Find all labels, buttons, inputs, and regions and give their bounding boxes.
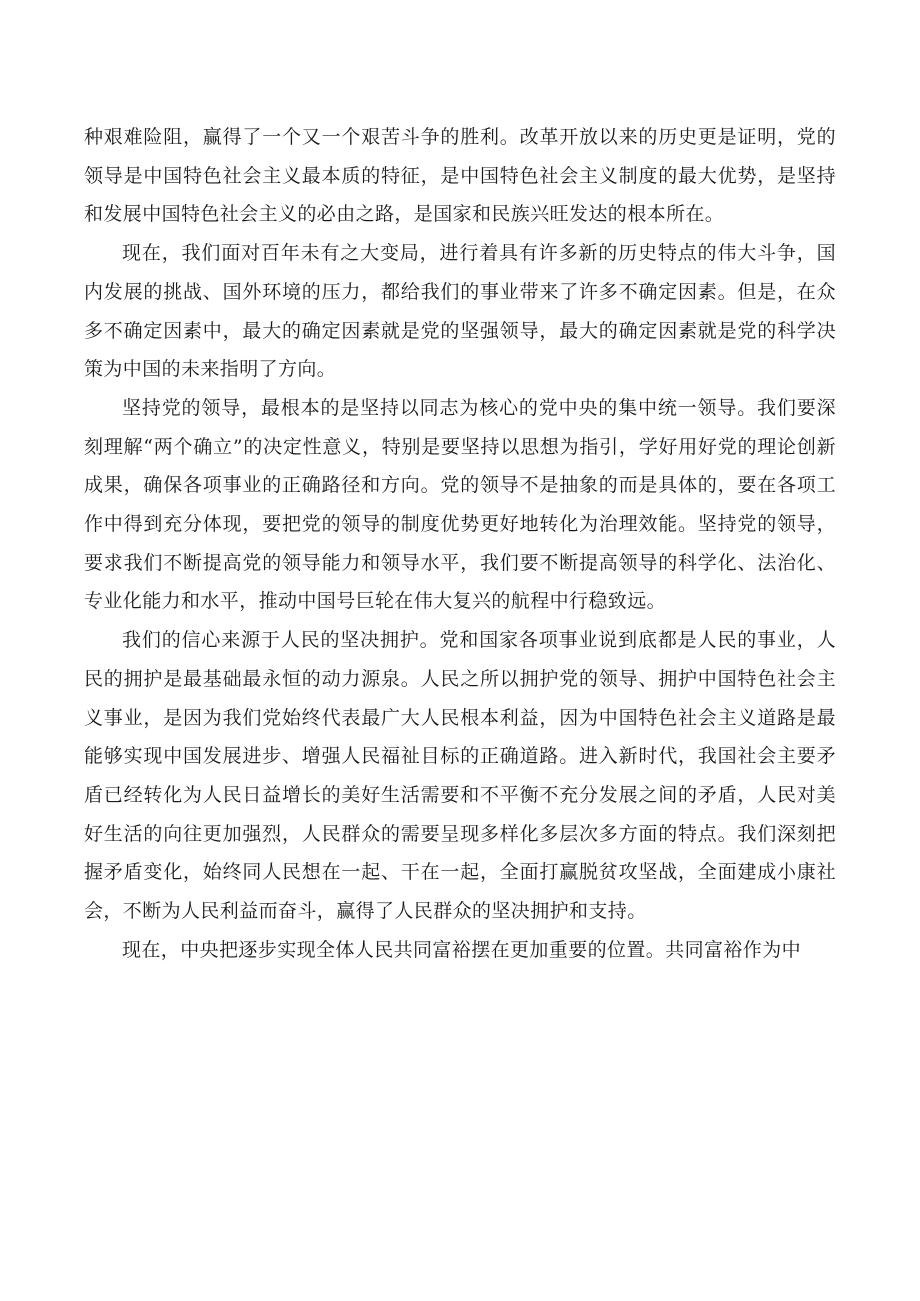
paragraph-people-support: 我们的信心来源于人民的坚决拥护。党和国家各项事业说到底都是人民的事业，人民的拥护是最基础最永恒的动力源泉。人民之所以拥护党的领导、拥护中国特色社会主义事业，是因为我们党始终代表最广大人民根本利益，因为中国特色社会主义道路是最能够实现中国发展进步、增强人民福祉目标的正确道路。进入新时代，我国社会主要矛盾已经转化为人民日益增长的美好生活需要和不平衡不充分发展之间的矛盾，人民对美好生活的向往更加强烈，人民群众的需要呈现多样化多层次多方面的特点。我们深刻把握矛盾变化，始终同人民想在一起、干在一起，全面打赢脱贫攻坚战，全面建成小康社会，不断为人民利益而奋斗，赢得了人民群众的坚决拥护和支持。 bbox=[84, 629, 836, 923]
paragraph-continued: 种艰难险阻，赢得了一个又一个艰苦斗争的胜利。改革开放以来的历史更是证明，党的领导是中国特色社会主义最本质的特征，是中国特色社会主义制度的最大优势，是坚持和发展中国特色社会主义的必由之路，是国家和民族兴旺发达的根本所在。 bbox=[84, 126, 836, 226]
paragraph-leadership: 坚持党的领导，最根本的是坚持以同志为核心的党中央的集中统一领导。我们要深刻理解“两个确立”的决定性意义，特别是要坚持以思想为指引，学好用好党的理论创新成果，确保各项事业的正确路径和方向。党的领导不是抽象的而是具体的，要在各项工作中得到充分体现，要把党的领导的制度优势更好地转化为治理效能。坚持党的领导，要求我们不断提高党的领导能力和领导水平，我们要不断提高领导的科学化、法治化、专业化能力和水平，推动中国号巨轮在伟大复兴的航程中行稳致远。 bbox=[84, 396, 836, 613]
paragraph-changes: 现在，我们面对百年未有之大变局，进行着具有许多新的历史特点的伟大斗争，国内发展的挑战、国外环境的压力，都给我们的事业带来了许多不确定因素。但是，在众多不确定因素中，最大的确定因素就是党的坚强领导，最大的确定因素就是党的科学决策为中国的未来指明了方向。 bbox=[84, 242, 836, 381]
paragraph-common-prosperity: 现在，中央把逐步实现全体人民共同富裕摆在更加重要的位置。共同富裕作为中 bbox=[122, 938, 802, 961]
document-body bbox=[84, 118, 836, 969]
